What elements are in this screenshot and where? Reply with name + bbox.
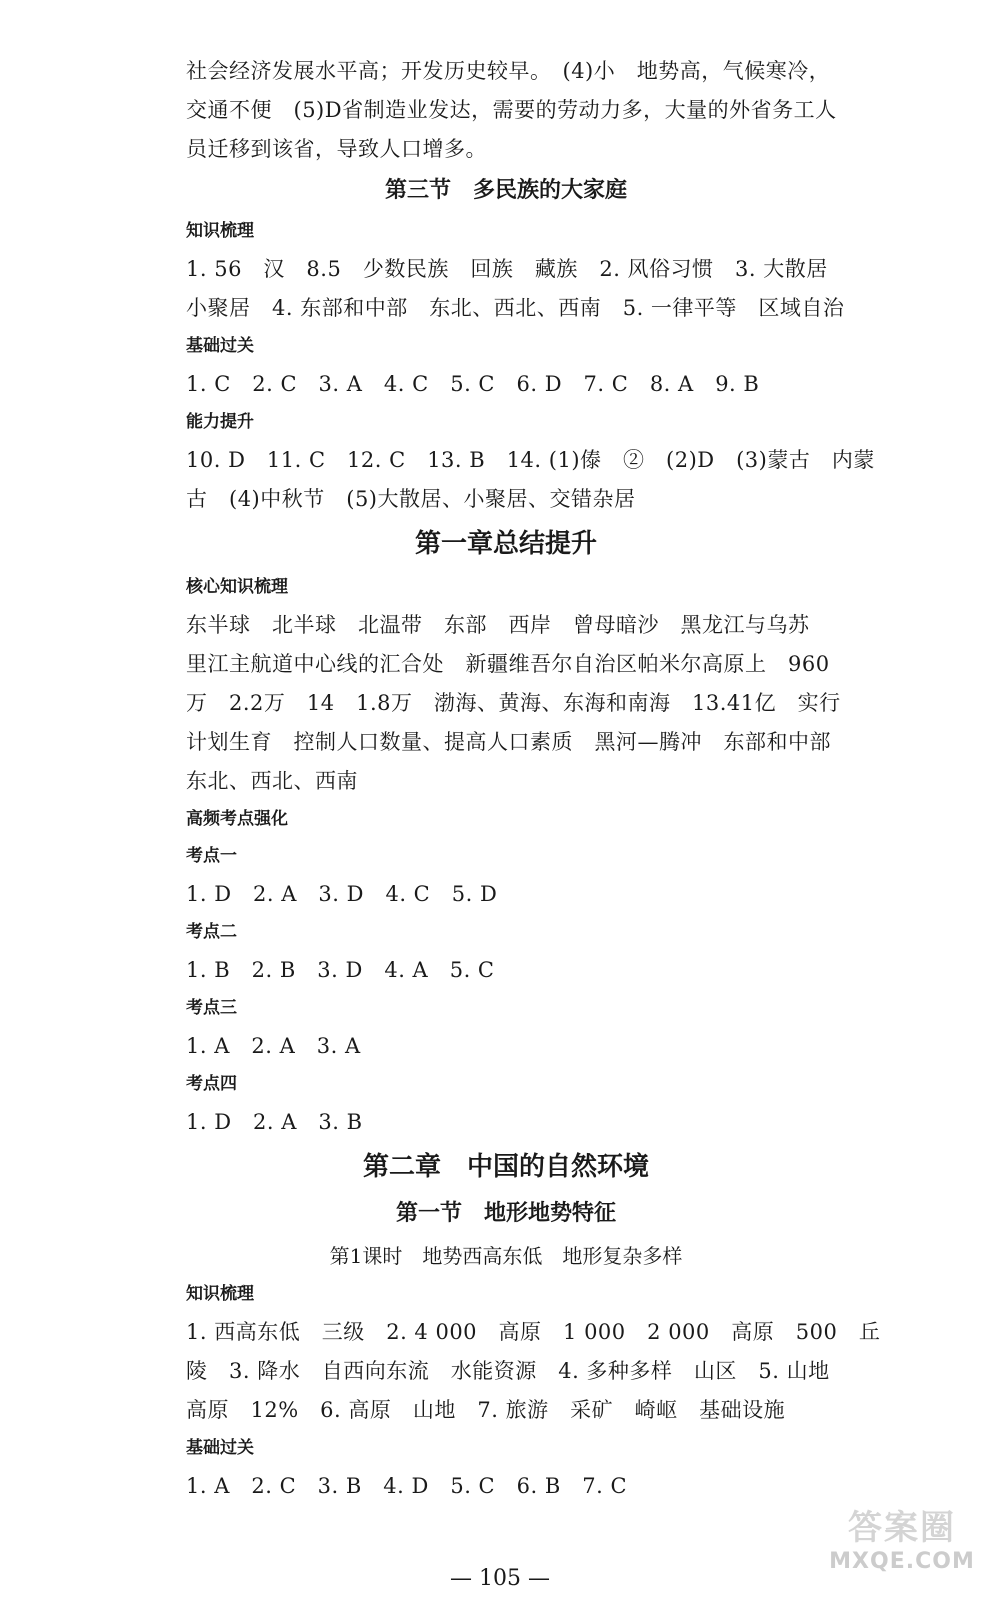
answer-line: 1. C 2. C 3. A 4. C 5. C 6. D 7. C 8. A 9. B [186, 372, 760, 396]
answer-line: 交通不便 (5)D省制造业发达，需要的劳动力多，大量的外省务工人 [186, 98, 837, 122]
section-label: 考点三 [186, 998, 237, 1018]
answer-line: 1. D 2. A 3. B [186, 1110, 363, 1134]
section-label: 考点四 [186, 1074, 237, 1094]
lesson-title: 第1课时 地势西高东低 地形复杂多样 [329, 1244, 683, 1268]
answer-line: 1. 西高东低 三级 2. 4 000 高原 1 000 2 000 高原 500 丘 [186, 1320, 881, 1344]
answer-line: 1. A 2. C 3. B 4. D 5. C 6. B 7. C [186, 1474, 628, 1498]
answer-line: 1. A 2. A 3. A [186, 1034, 361, 1058]
section-label: 基础过关 [186, 336, 254, 356]
chapter-title: 第二章 中国的自然环境 [362, 1152, 649, 1182]
answer-line: 高原 12% 6. 高原 山地 7. 旅游 采矿 崎岖 基础设施 [186, 1398, 786, 1422]
section-label: 考点一 [186, 846, 237, 866]
answer-line: 陵 3. 降水 自西向东流 水能资源 4. 多种多样 山区 5. 山地 [186, 1359, 830, 1383]
section-title: 第三节 多民族的大家庭 [384, 178, 627, 203]
chapter-title: 第一章总结提升 [414, 529, 597, 559]
section-label: 高频考点强化 [186, 809, 288, 829]
answer-line: 里江主航道中心线的汇合处 新疆维吾尔自治区帕米尔高原上 960 [186, 652, 830, 676]
answer-line: 万 2.2万 14 1.8万 渤海、黄海、东海和南海 13.41亿 实行 [186, 691, 841, 715]
answer-line: 计划生育 控制人口数量、提高人口素质 黑河—腾冲 东部和中部 [186, 730, 831, 754]
watermark-url: MXQE.COM [829, 1549, 975, 1574]
watermark-logo-text: 答案圈 [848, 1508, 956, 1548]
answer-line: 东北、西北、西南 [186, 769, 358, 793]
page-number: — 105 — [450, 1566, 550, 1591]
section-label: 知识梳理 [186, 1284, 254, 1304]
answer-line: 1. D 2. A 3. D 4. C 5. D [186, 882, 498, 906]
watermark-logo [822, 1500, 982, 1580]
answer-line: 1. 56 汉 8.5 少数民族 回族 藏族 2. 风俗习惯 3. 大散居 [186, 257, 828, 281]
section-label: 核心知识梳理 [186, 577, 288, 597]
answer-line: 1. B 2. B 3. D 4. A 5. C [186, 958, 495, 982]
answer-page-content [186, 52, 881, 1506]
answer-line: 小聚居 4. 东部和中部 东北、西北、西南 5. 一律平等 区域自治 [186, 296, 845, 320]
answer-line: 东半球 北半球 北温带 东部 西岸 曾母暗沙 黑龙江与乌苏 [186, 613, 810, 637]
answer-line: 古 (4)中秋节 (5)大散居、小聚居、交错杂居 [186, 487, 636, 511]
section-label: 基础过关 [186, 1438, 254, 1458]
section-label: 知识梳理 [186, 221, 254, 241]
section-label: 考点二 [186, 922, 237, 942]
answer-line: 社会经济发展水平高；开发历史较早。 (4)小 地势高，气候寒冷， [186, 59, 831, 83]
section-title: 第一节 地形地势特征 [395, 1201, 616, 1226]
answer-line: 10. D 11. C 12. C 13. B 14. (1)傣 ② (2)D (3)蒙古 内蒙 [186, 448, 875, 472]
section-label: 能力提升 [186, 412, 254, 432]
answer-line: 员迁移到该省，导致人口增多。 [186, 137, 487, 161]
